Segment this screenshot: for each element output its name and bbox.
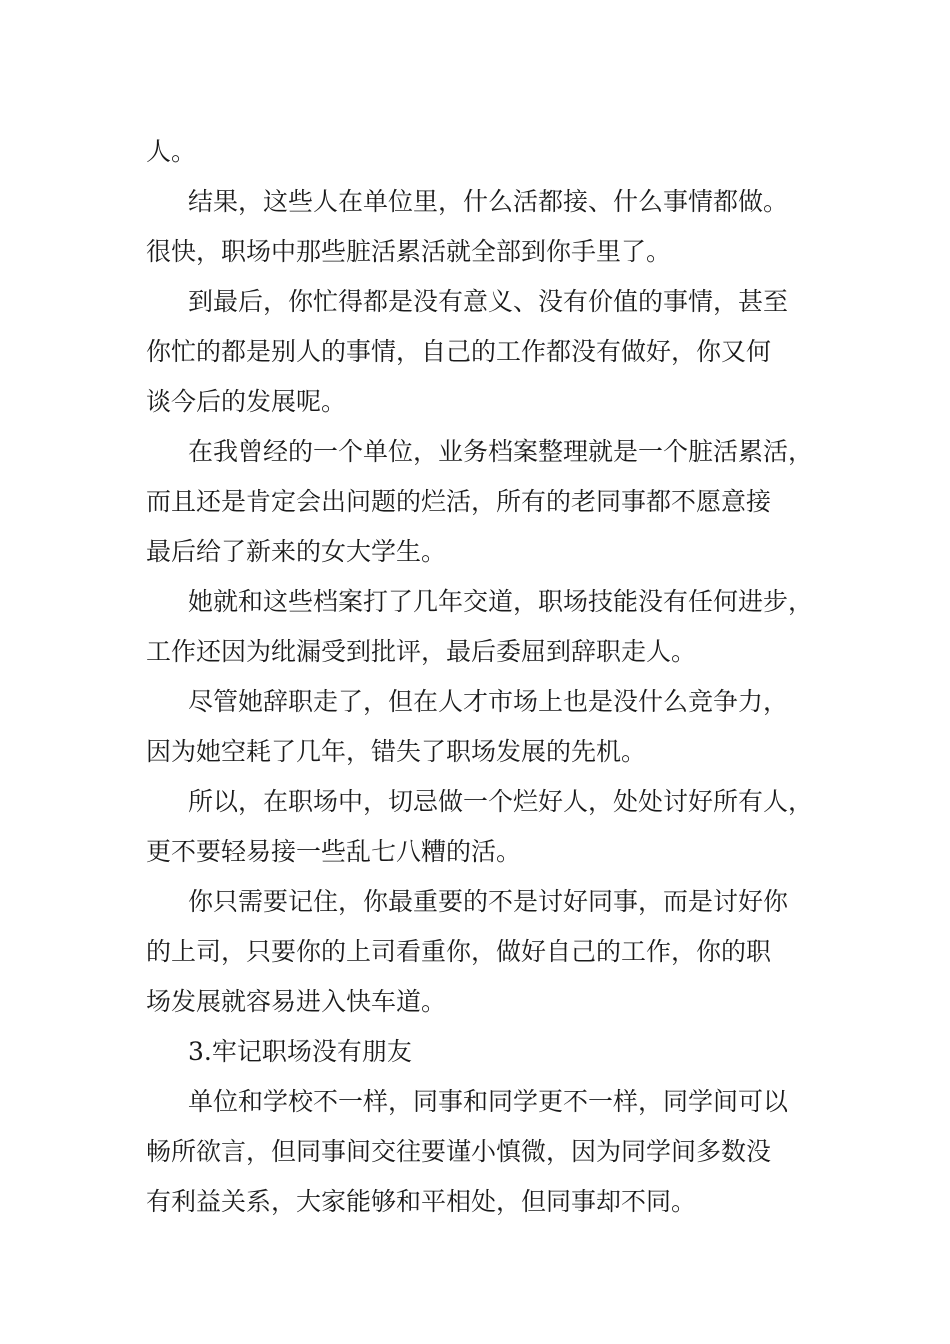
text-line: 畅所欲言，但同事间交往要谨小慎微，因为同学间多数没 (146, 1137, 772, 1166)
text-line: 更不要轻易接一些乱七八糟的活。 (146, 837, 522, 866)
text-line: 人。 (146, 137, 197, 166)
text-line: 因为她空耗了几年，错失了职场发展的先机。 (146, 737, 647, 766)
text-line: 谈今后的发展呢。 (146, 387, 347, 416)
text-line: 有利益关系，大家能够和平相处，但同事却不同。 (146, 1187, 697, 1216)
text-line: 的上司，只要你的上司看重你，做好自己的工作，你的职 (146, 937, 772, 966)
text-line: 结果，这些人在单位里，什么活都接、什么事情都做。 (188, 187, 789, 216)
text-line: 你忙的都是别人的事情，自己的工作都没有做好，你又何 (146, 337, 772, 366)
text-line: 所以，在职场中，切忌做一个烂好人，处处讨好所有人， (188, 787, 814, 816)
text-line: 很快，职场中那些脏活累活就全部到你手里了。 (146, 237, 672, 266)
text-line: 尽管她辞职走了，但在人才市场上也是没什么竞争力， (188, 687, 789, 716)
text-line: 她就和这些档案打了几年交道，职场技能没有任何进步， (188, 587, 814, 616)
text-line: 你只需要记住，你最重要的不是讨好同事，而是讨好你 (188, 887, 789, 916)
text-line: 而且还是肯定会出问题的烂活，所有的老同事都不愿意接 (146, 487, 772, 516)
section-heading: 3.牢记职场没有朋友 (188, 1037, 412, 1066)
text-line: 场发展就容易进入快车道。 (146, 987, 447, 1016)
text-line: 单位和学校不一样，同事和同学更不一样，同学间可以 (188, 1087, 789, 1116)
text-line: 最后给了新来的女大学生。 (146, 537, 447, 566)
text-line: 到最后，你忙得都是没有意义、没有价值的事情，甚至 (188, 287, 789, 316)
text-line: 工作还因为纰漏受到批评，最后委屈到辞职走人。 (146, 637, 697, 666)
text-line: 在我曾经的一个单位，业务档案整理就是一个脏活累活， (188, 437, 814, 466)
